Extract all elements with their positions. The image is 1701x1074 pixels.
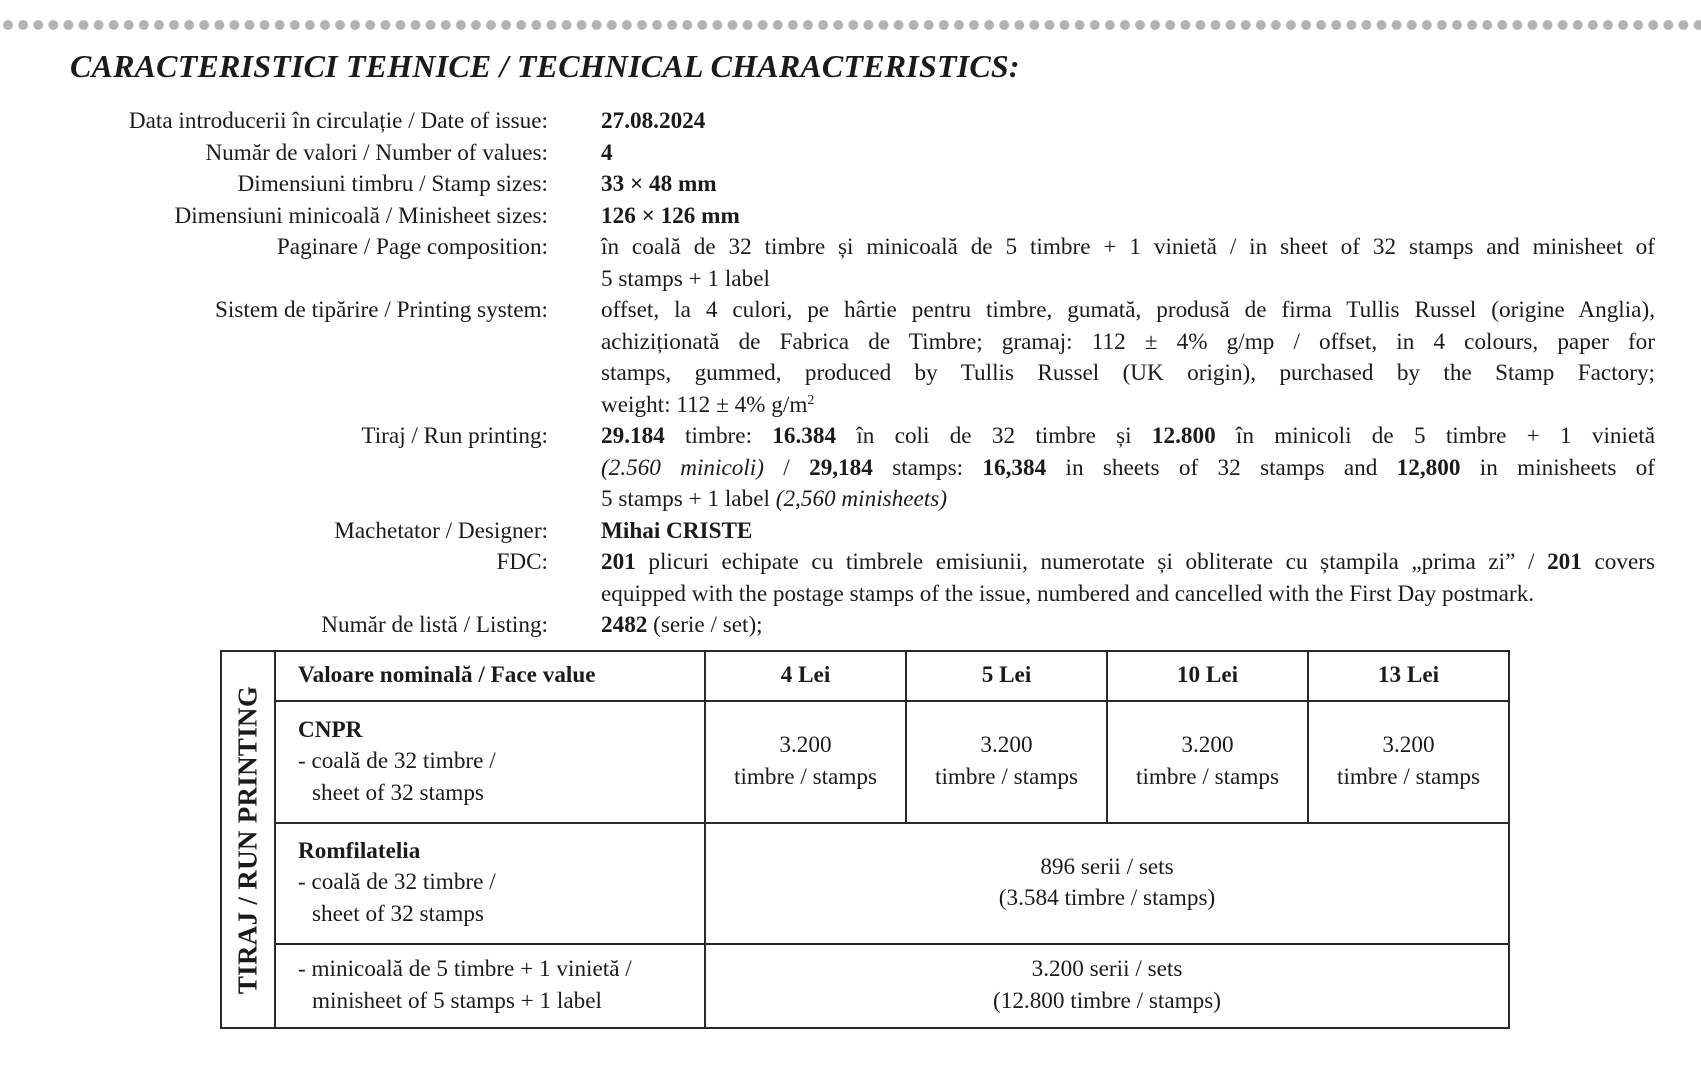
page-line-2: 5 stamps + 1 label	[601, 265, 770, 292]
cnpr-desc-1: - coală de 32 timbre /	[298, 748, 496, 774]
mini-stamps: (12.800 timbre / stamps)	[993, 987, 1221, 1014]
spec-row-designer	[60, 516, 1655, 548]
run-line-3	[601, 484, 1655, 516]
romfil-name: Romfilatelia	[298, 837, 421, 864]
cnpr-desc	[275, 701, 705, 823]
listing-number: 2482	[601, 612, 648, 638]
run-mini-ro: 12.800	[1151, 423, 1216, 449]
run-text-2: în coli de 32 timbre și	[836, 423, 1152, 449]
side-label-cell	[221, 651, 275, 1028]
printing-line-4	[601, 390, 1655, 422]
fdc-text-2: covers	[1581, 549, 1655, 575]
mini-desc	[275, 944, 705, 1028]
header-value-3: 10 Lei	[1107, 651, 1308, 701]
header-face-value: Valoare nominală / Face value	[275, 651, 705, 701]
cnpr-unit-4: timbre / stamps	[1337, 763, 1480, 790]
run-printing-table	[220, 650, 1510, 1029]
spec-row-minisheet-size	[60, 201, 1655, 233]
fdc-count-ro: 201	[601, 549, 636, 575]
run-value	[601, 421, 1655, 516]
stamp-size-label: Dimensiuni timbru / Stamp sizes:	[237, 171, 548, 197]
page-label: Paginare / Page composition:	[276, 234, 548, 260]
values-label: Număr de valori / Number of values:	[205, 139, 548, 166]
fdc-line-2: equipped with the postage stamps of the issue, numbered and cancelled with the First Day postmark.	[601, 580, 1535, 607]
spec-row-values	[60, 138, 1655, 170]
romfil-sets: 896 serii / sets	[1040, 853, 1174, 880]
mini-sets: 3.200 serii / sets	[1031, 956, 1183, 983]
listing-label: Număr de listă / Listing:	[321, 612, 548, 638]
page-line-1: în coală de 32 timbre și minicoală de 5 timbre + 1 vinietă / in sheet of 32 stamps and minisheet of	[601, 234, 1655, 260]
fdc-value	[601, 547, 1655, 610]
printing-line-2: achiziționată de Fabrica de Timbre; gramaj: 112 ± 4% g/mp / offset, in 4 colours, paper for	[601, 328, 1655, 355]
run-text-5: stamps:	[872, 454, 983, 481]
printing-sup: 2	[807, 392, 815, 408]
table-row-cnpr	[221, 701, 1509, 823]
run-text-7: in minisheets of	[1460, 454, 1655, 481]
romfil-desc-1: - coală de 32 timbre /	[298, 869, 496, 896]
side-label: TIRAJ / RUN PRINTING	[232, 685, 263, 994]
date-value: 27.08.2024	[601, 108, 706, 134]
table-row-minisheet	[221, 944, 1509, 1028]
run-label: Tiraj / Run printing:	[361, 423, 548, 449]
listing-rest: (serie / set);	[647, 612, 763, 638]
cnpr-cell-1	[705, 701, 906, 823]
minisheet-size-label: Dimensiuni minicoală / Minisheet sizes:	[174, 202, 548, 229]
romfil-desc-2: sheet of 32 stamps	[312, 900, 484, 927]
cnpr-qty-4: 3.200	[1382, 732, 1435, 759]
run-text-4: /	[763, 454, 810, 481]
cnpr-qty-3: 3.200	[1181, 732, 1234, 759]
cnpr-cell-2	[906, 701, 1107, 823]
cnpr-name: CNPR	[298, 716, 363, 743]
romfil-sets-cell	[705, 823, 1509, 944]
cnpr-cell-3	[1107, 701, 1308, 823]
fdc-label: FDC:	[496, 549, 548, 575]
date-label: Data introducerii în circulație / Date of issue:	[128, 108, 548, 134]
printing-label: Sistem de tipărire / Printing system:	[215, 297, 548, 323]
mini-desc-2: minisheet of 5 stamps + 1 label	[312, 987, 602, 1014]
spec-row-listing	[60, 610, 1655, 642]
spec-row-page	[60, 232, 1655, 295]
run-sheets-en: 16,384	[982, 454, 1047, 481]
values-value: 4	[601, 139, 613, 166]
page-value	[601, 232, 1655, 295]
cnpr-unit-3: timbre / stamps	[1136, 763, 1279, 790]
printing-line-4-text: weight: 112 ± 4% g/m	[601, 391, 808, 418]
designer-value: Mihai CRISTE	[601, 517, 753, 544]
fdc-line-1	[601, 547, 1655, 579]
run-text-6: in sheets of 32 stamps and	[1046, 454, 1397, 481]
spec-row-fdc	[60, 547, 1655, 610]
romfil-stamps: (3.584 timbre / stamps)	[998, 885, 1216, 912]
header-value-2: 5 Lei	[906, 651, 1107, 701]
minisheet-size-value: 126 × 126 mm	[601, 202, 740, 229]
cnpr-unit-2: timbre / stamps	[935, 763, 1078, 790]
specs-list	[60, 106, 1655, 642]
mini-desc-1: - minicoală de 5 timbre + 1 vinietă /	[298, 956, 632, 983]
table-header-row	[221, 651, 1509, 701]
spec-row-stamp-size	[60, 169, 1655, 201]
spec-row-date	[60, 106, 1655, 138]
run-line-2	[601, 453, 1655, 485]
cnpr-desc-2: sheet of 32 stamps	[312, 779, 484, 806]
run-minicoli: (2.560 minicoli)	[601, 454, 764, 481]
fdc-text-1: plicuri echipate cu timbrele emisiunii, numerotate și obliterate cu ștampila „prima zi” /	[635, 549, 1548, 575]
printing-line-3: stamps, gummed, produced by Tullis Russel (UK origin), purchased by the Stamp Factory;	[601, 360, 1655, 386]
run-minisheets: (2,560 minisheets)	[775, 486, 948, 512]
designer-label: Machetator / Designer:	[334, 517, 548, 544]
spec-row-printing	[60, 295, 1655, 421]
cnpr-cell-4	[1308, 701, 1509, 823]
listing-value	[601, 610, 1655, 642]
run-mini-en: 12,800	[1396, 454, 1461, 481]
mini-sets-cell	[705, 944, 1509, 1028]
dotted-border	[0, 17, 1701, 33]
run-sheets-ro: 16.384	[772, 423, 837, 449]
header-value-1: 4 Lei	[705, 651, 906, 701]
cnpr-qty-2: 3.200	[980, 732, 1033, 759]
page-title: CARACTERISTICI TEHNICE / TECHNICAL CHARACTERISTICS:	[70, 48, 1020, 84]
fdc-count-en: 201	[1547, 549, 1582, 575]
printing-value	[601, 295, 1655, 421]
run-total-en: 29,184	[809, 454, 873, 481]
header-value-4: 13 Lei	[1308, 651, 1509, 701]
table-row-romfilatelia	[221, 823, 1509, 944]
run-total-ro: 29.184	[601, 423, 665, 449]
romfil-desc	[275, 823, 705, 944]
cnpr-unit-1: timbre / stamps	[734, 763, 877, 790]
run-text-8: 5 stamps + 1 label	[601, 486, 776, 512]
printing-line-1: offset, la 4 culori, pe hârtie pentru timbre, gumată, produsă de firma Tullis Russel (origine Anglia),	[601, 297, 1655, 323]
cnpr-qty-1: 3.200	[779, 732, 832, 759]
run-text-3: în minicoli de 5 timbre + 1 vinietă	[1215, 423, 1655, 449]
spec-row-run	[60, 421, 1655, 516]
stamp-size-value: 33 × 48 mm	[601, 171, 717, 197]
run-text-1: timbre:	[664, 423, 773, 449]
run-line-1	[601, 421, 1655, 453]
